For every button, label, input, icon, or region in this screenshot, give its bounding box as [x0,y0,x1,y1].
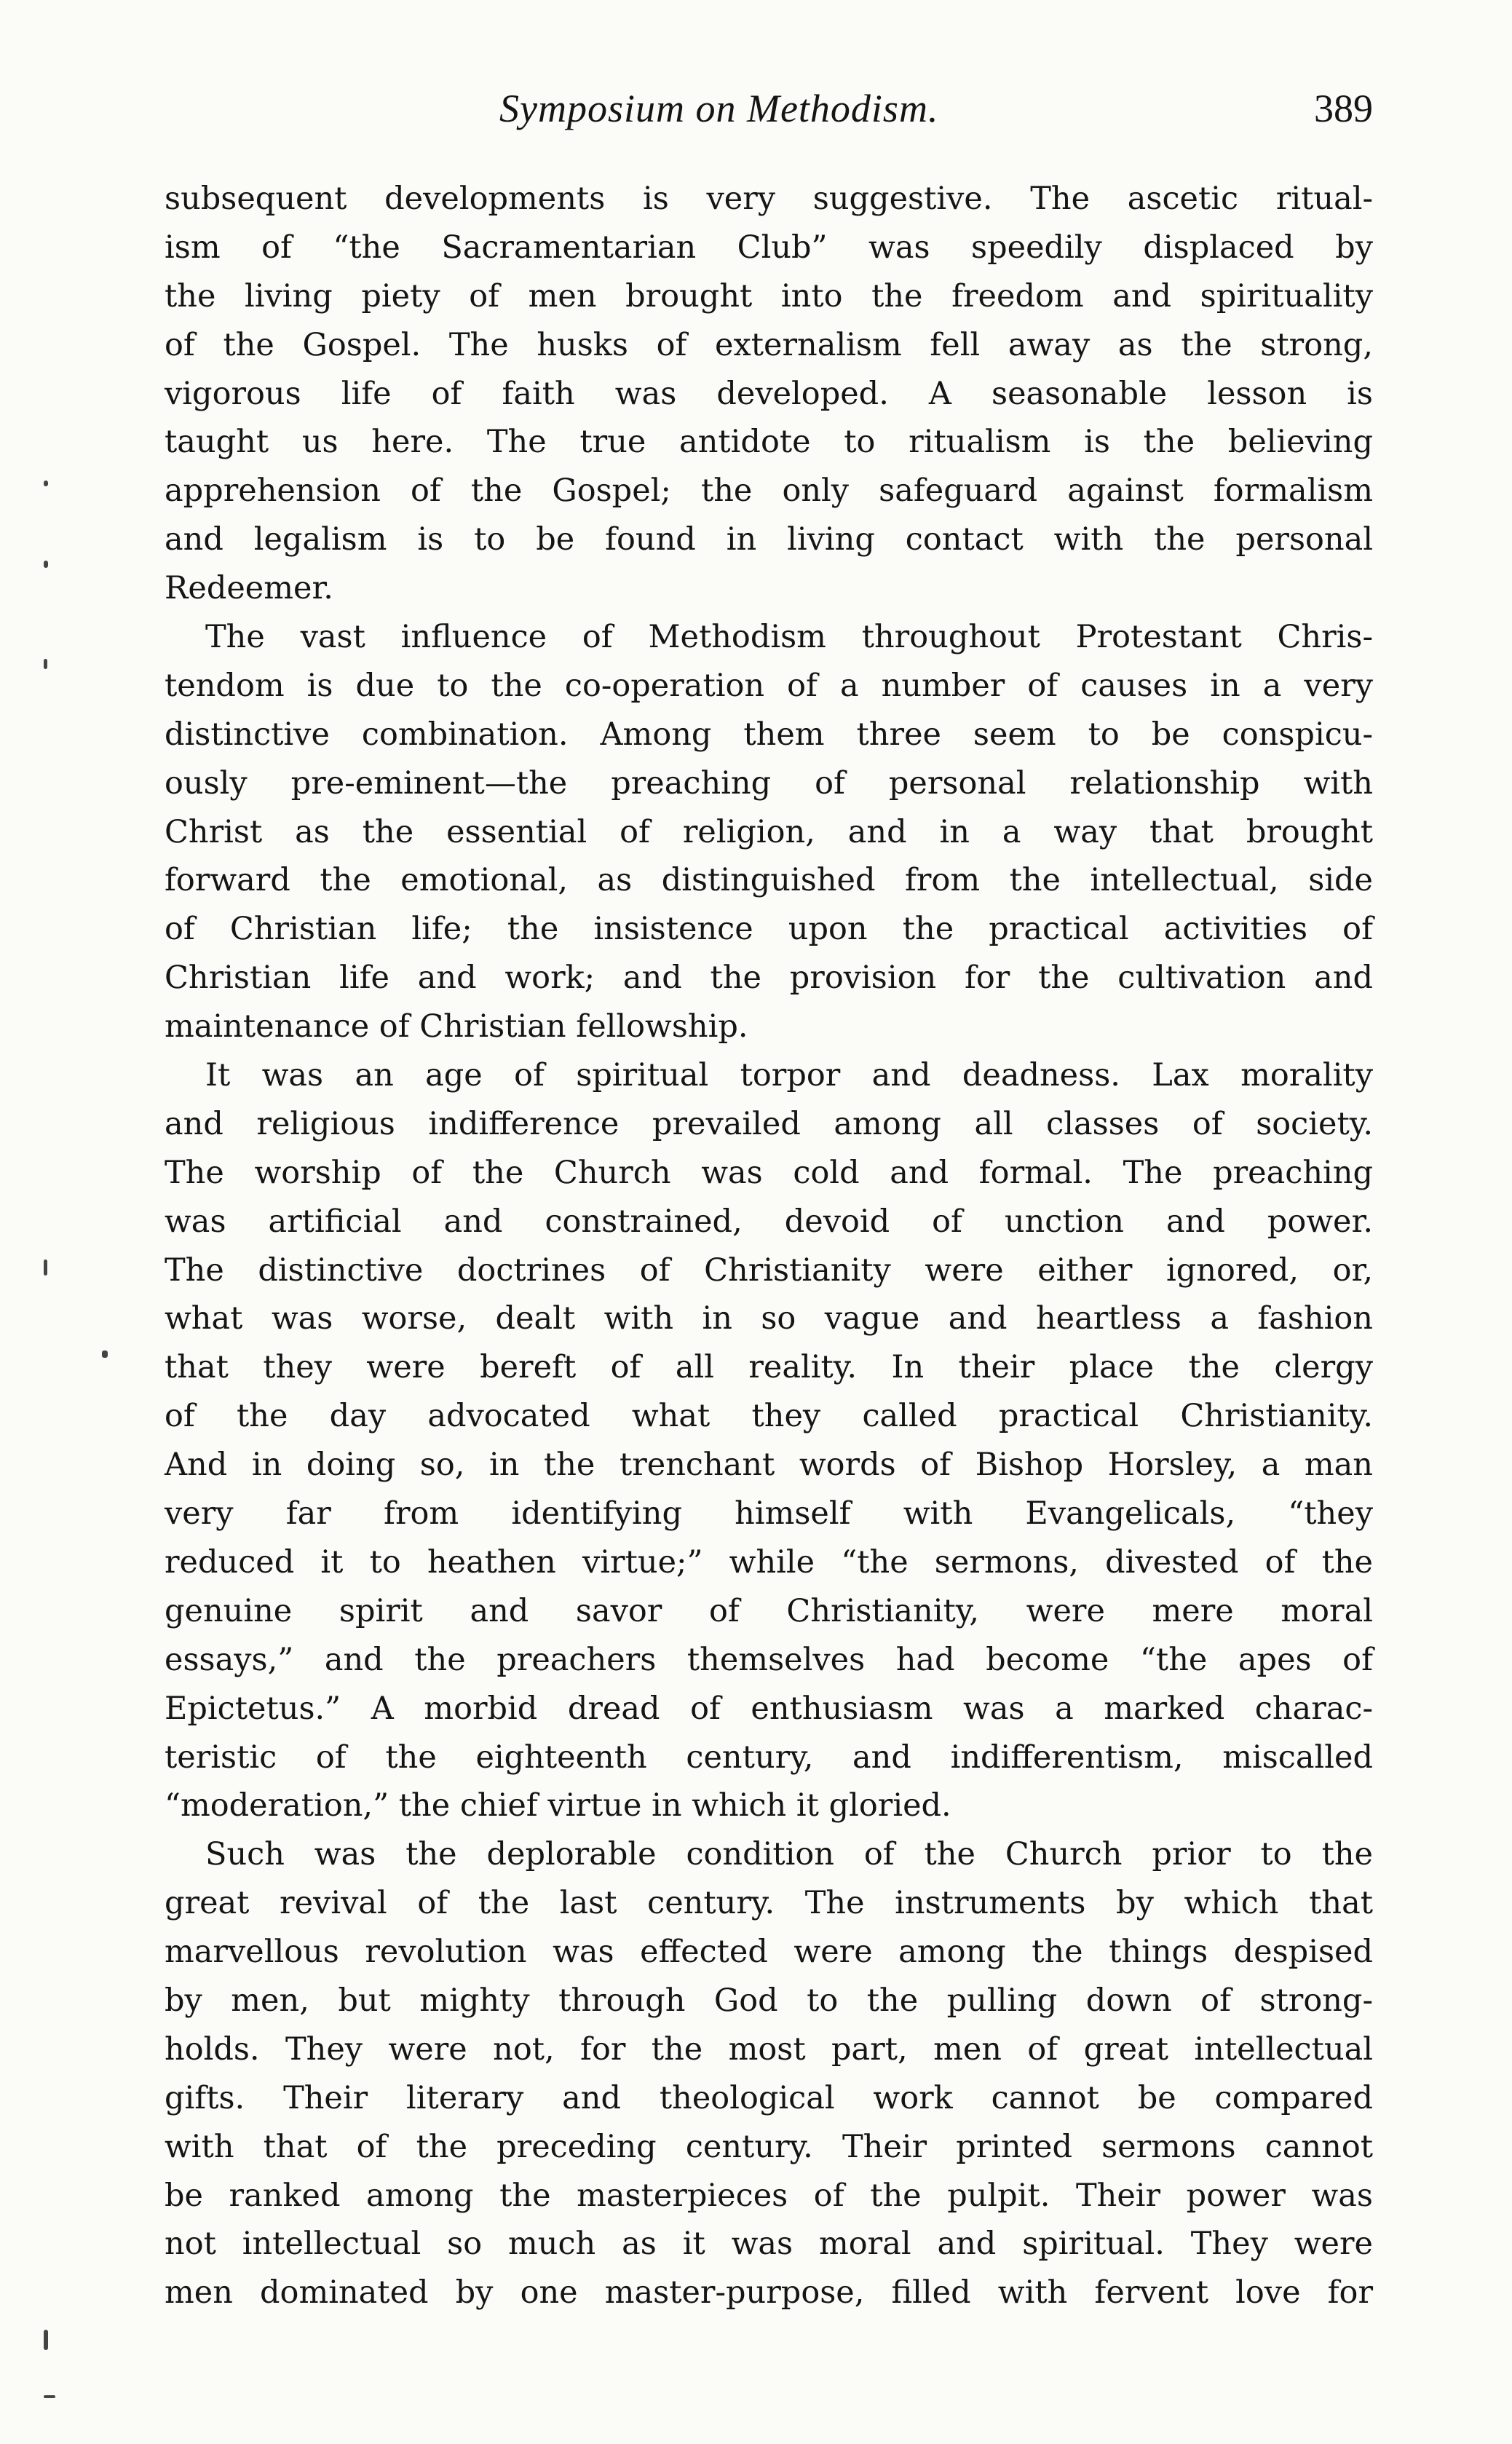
margin-speck [44,1259,47,1276]
margin-speck [44,2395,55,2398]
text-line: ously pre-eminent—the preaching of personal relationship with [165,764,1373,802]
text-line: essays,” and the preachers themselves had become “the apes of [165,1641,1373,1678]
text-line: by men, but mighty through God to the pulling down of strong- [165,1982,1373,2019]
text-line: gifts. Their literary and theological work cannot be compared [165,2079,1373,2116]
text-line: The distinctive doctrines of Christianity were either ignored, or, [165,1251,1373,1289]
text-line: tendom is due to the co-operation of a number of causes in a very [165,667,1373,704]
page-header [165,86,1373,144]
text-line: Such was the deplorable condition of the Church prior to the [205,1836,1373,1873]
text-line: that they were bereft of all reality. In their place the clergy [165,1349,1373,1386]
margin-speck [102,1350,108,1358]
paragraph-4 [165,1830,1373,2317]
text-line: was artificial and constrained, devoid of unction and power. [165,1203,1373,1240]
margin-speck [44,561,48,568]
text-line: The vast influence of Methodism throughout Protestant Chris- [205,619,1373,656]
text-line: distinctive combination. Among them three seem to be conspicu- [165,716,1373,753]
paragraph-2 [165,613,1373,1051]
text-line: of Christian life; the insistence upon the practical activities of [165,911,1373,948]
text-line: of the Gospel. The husks of externalism fell away as the strong, [165,326,1373,363]
margin-speck [44,481,48,486]
text-line: what was worse, dealt with in so vague and heartless a fashion [165,1300,1373,1337]
text-line: of the day advocated what they called practical Christianity. [165,1398,1373,1435]
text-line: the living piety of men brought into the freedom and spirituality [165,277,1373,315]
text-line: reduced it to heathen virtue;” while “the sermons, divested of the [165,1543,1373,1581]
text-line: holds. They were not, for the most part, men of great intellectual [165,2030,1373,2068]
paragraph-3 [165,1051,1373,1830]
page-number: 389 [1314,87,1373,130]
text-line: subsequent developments is very suggestive. The ascetic ritual- [165,181,1373,217]
text-line: not intellectual so much as it was moral and spiritual. They were [165,2226,1373,2263]
text-line: genuine spirit and savor of Christianity, were mere moral [165,1592,1373,1629]
text-line: vigorous life of faith was developed. A seasonable lesson is [165,375,1373,412]
text-line: apprehension of the Gospel; the only safeguard against formalism [165,472,1373,510]
body-text [165,175,1373,2317]
text-line: Redeemer. [165,570,333,607]
text-line: And in doing so, in the trenchant words of Bishop Horsley, a man [165,1447,1373,1484]
text-line: “moderation,” the chief virtue in which it gloried. [165,1787,951,1824]
text-line: be ranked among the masterpieces of the pulpit. Their power was [165,2177,1373,2214]
text-line: maintenance of Christian fellowship. [165,1008,748,1045]
text-line: Christian life and work; and the provision for the cultivation and [165,960,1373,997]
margin-speck [44,659,47,669]
margin-speck [44,2330,48,2350]
text-line: It was an age of spiritual torpor and deadness. Lax morality [205,1057,1373,1094]
text-line: marvellous revolution was effected were among the things despised [165,1934,1373,1971]
text-line: and religious indifference prevailed among all classes of society. [165,1105,1373,1142]
text-line: Christ as the essential of religion, and in a way that brought [165,813,1373,850]
text-line: The worship of the Church was cold and formal. The preaching [165,1154,1373,1191]
text-line: taught us here. The true antidote to ritualism is the believing [165,424,1373,461]
text-line: great revival of the last century. The instruments by which that [165,1885,1373,1922]
text-line: teristic of the eighteenth century, and indifferentism, miscalled [165,1739,1373,1776]
running-title: Symposium on Methodism. [499,87,939,130]
paragraph-1 [165,175,1373,613]
text-line: forward the emotional, as distinguished from the intellectual, side [165,862,1373,899]
text-line: and legalism is to be found in living contact with the personal [165,521,1373,558]
text-line: with that of the preceding century. Their printed sermons cannot [165,2128,1373,2165]
text-line: Epictetus.” A morbid dread of enthusiasm was a marked charac- [165,1690,1373,1727]
text-line: ism of “the Sacramentarian Club” was speedily displaced by [165,229,1373,266]
text-line: men dominated by one master-purpose, filled with fervent love for [165,2274,1373,2311]
text-line: very far from identifying himself with Evangelicals, “they [165,1495,1373,1533]
